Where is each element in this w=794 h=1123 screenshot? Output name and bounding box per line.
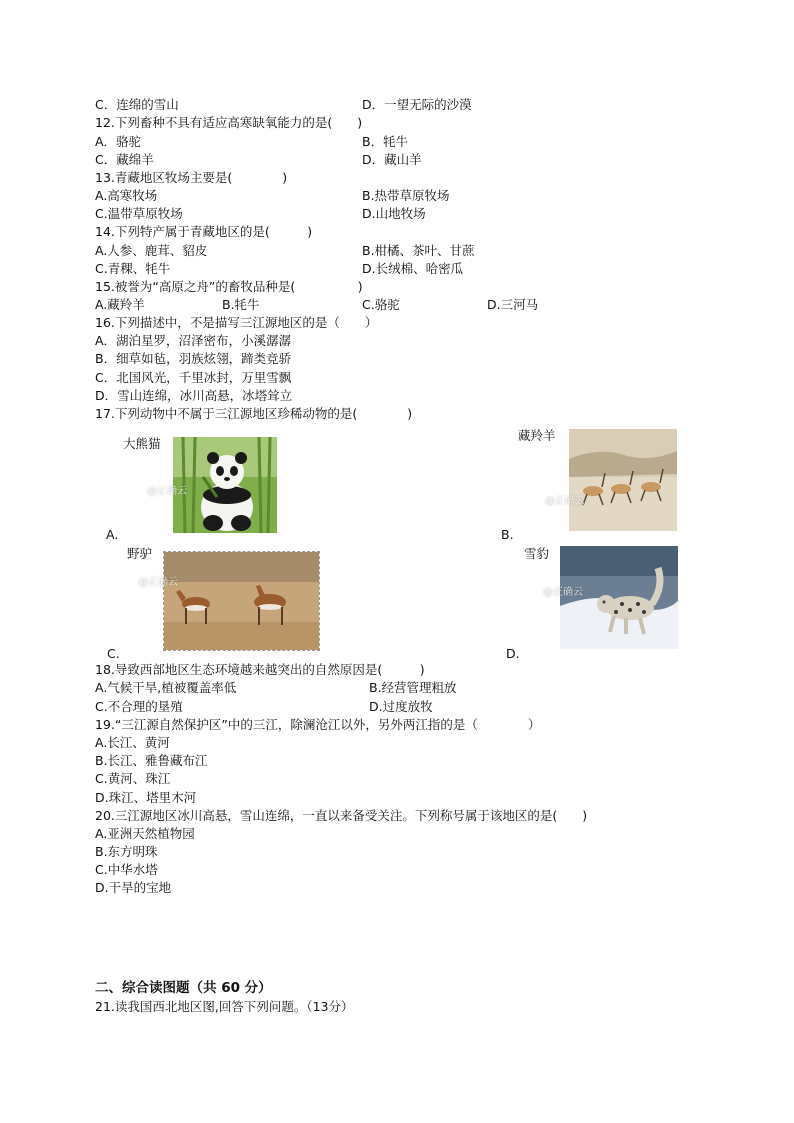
panda-image xyxy=(173,437,277,533)
q16-option-b: B．细草如毡，羽族炫翎，蹄类竞骄 xyxy=(95,351,292,366)
antelope-label: 藏羚羊 xyxy=(518,428,556,443)
q16-stem: 16.下列描述中，不是描写三江源地区的是（ ） xyxy=(95,315,378,330)
q18-option-d: D.过度放牧 xyxy=(369,699,433,714)
q17-option-d-letter: D. xyxy=(506,646,520,661)
q18-option-b: B.经营管理粗放 xyxy=(369,680,457,695)
q16-option-d: D．雪山连绵，冰川高悬，冰塔耸立 xyxy=(95,388,293,403)
q20-option-b: B.东方明珠 xyxy=(95,844,158,859)
q19-option-d: D.珠江、塔里木河 xyxy=(95,790,197,805)
q16-option-a: A．湖泊星罗，沼泽密布，小溪潺潺 xyxy=(95,333,292,348)
q17-option-b-letter: B. xyxy=(501,527,514,542)
q12-option-d: D．藏山羊 xyxy=(362,152,422,167)
q20-option-a: A.亚洲天然植物园 xyxy=(95,826,195,841)
watermark-a: @正确云 xyxy=(147,486,187,497)
q16-option-c: C．北国风光，千里冰封，万里雪飘 xyxy=(95,370,292,385)
q14-stem: 14.下列特产属于青藏地区的是( ) xyxy=(95,224,313,239)
q15-stem: 15.被誉为“高原之舟”的畜牧品种是( ) xyxy=(95,279,363,294)
snow-leopard-label: 雪豹 xyxy=(524,546,550,561)
q18-option-a: A.气候干旱,植被覆盖率低 xyxy=(95,680,237,695)
wild-donkey-image xyxy=(163,551,320,651)
q15-option-d: D.三河马 xyxy=(487,297,539,312)
q19-option-b: B.长江、雅鲁藏布江 xyxy=(95,753,208,768)
q12-option-b: B．牦牛 xyxy=(362,134,409,149)
q19-stem: 19.“三江源自然保护区”中的三江，除澜沧江以外，另外两江指的是（ ） xyxy=(95,717,541,732)
wild-donkey-label: 野驴 xyxy=(127,546,153,561)
q12-option-a: A．骆驼 xyxy=(95,134,142,149)
q15-option-a: A.藏羚羊 xyxy=(95,297,145,312)
q12-option-c: C．藏绵羊 xyxy=(95,152,154,167)
q13-option-b: B.热带草原牧场 xyxy=(362,188,450,203)
q14-option-d: D.长绒棉、哈密瓜 xyxy=(362,261,464,276)
section-2-title: 二、综合读图题（共 60 分） xyxy=(95,980,272,996)
q13-option-c: C.温带草原牧场 xyxy=(95,206,183,221)
q19-option-c: C.黄河、珠江 xyxy=(95,771,171,786)
q15-option-b: B.牦牛 xyxy=(222,297,260,312)
q18-stem: 18.导致西部地区生态环境越来越突出的自然原因是( ) xyxy=(95,662,425,677)
q17-stem: 17.下列动物中不属于三江源地区珍稀动物的是( ) xyxy=(95,406,413,421)
q12-stem: 12.下列畜种不具有适应高寒缺氧能力的是( ) xyxy=(95,115,363,130)
watermark-b: @正确云 xyxy=(545,496,585,507)
q21-stem: 21.读我国西北地区图,回答下列问题。（13分） xyxy=(95,999,354,1014)
q17-option-a-letter: A. xyxy=(106,527,119,542)
q20-stem: 20.三江源地区冰川高悬，雪山连绵，一直以来备受关注。下列称号属于该地区的是( ) xyxy=(95,808,588,823)
q15-option-c: C.骆驼 xyxy=(362,297,400,312)
q20-option-c: C.中华水塔 xyxy=(95,862,158,877)
q14-option-b: B.柑橘、茶叶、甘蔗 xyxy=(362,243,475,258)
q20-option-d: D.干旱的宝地 xyxy=(95,880,172,895)
q14-option-a: A.人参、鹿茸、貂皮 xyxy=(95,243,208,258)
q11-option-c: C．连绵的雪山 xyxy=(95,97,179,112)
q19-option-a: A.长江、黄河 xyxy=(95,735,170,750)
q13-option-a: A.高寒牧场 xyxy=(95,188,158,203)
watermark-d: @正确云 xyxy=(543,587,583,598)
panda-label: 大熊猫 xyxy=(123,436,161,451)
q13-option-d: D.山地牧场 xyxy=(362,206,426,221)
q13-stem: 13.青藏地区牧场主要是( ) xyxy=(95,170,288,185)
watermark-c: @正确云 xyxy=(138,577,178,588)
q11-option-d: D．一望无际的沙漠 xyxy=(362,97,472,112)
q14-option-c: C.青稞、牦牛 xyxy=(95,261,171,276)
antelope-image xyxy=(569,429,677,531)
q17-option-c-letter: C. xyxy=(107,646,120,661)
q18-option-c: C.不合理的垦殖 xyxy=(95,699,183,714)
